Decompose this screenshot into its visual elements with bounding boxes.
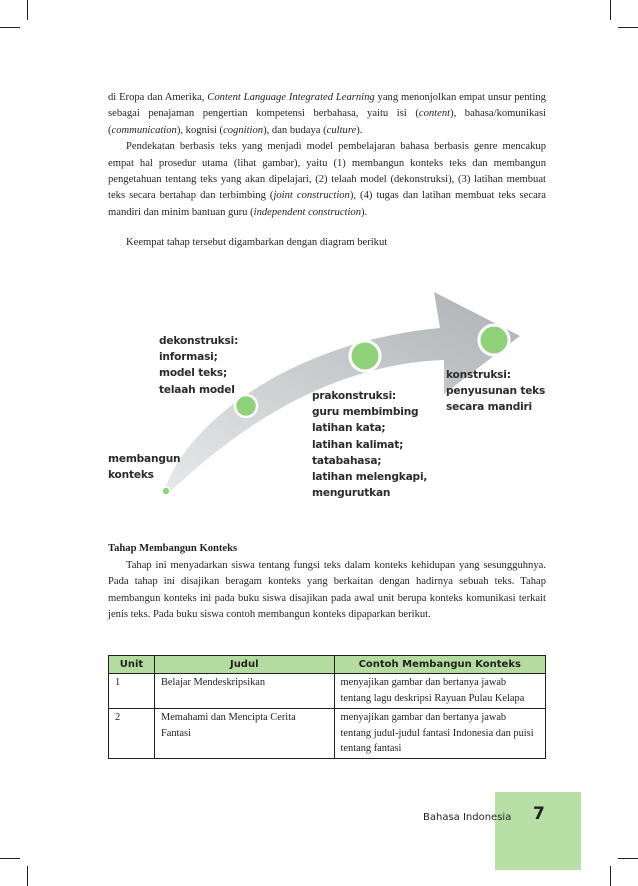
stage-node-3 — [350, 341, 380, 371]
stage-node-4 — [479, 325, 509, 355]
table-row — [109, 674, 546, 709]
table-header-unit: Unit — [109, 656, 155, 674]
table-header-judul: Judul — [154, 656, 334, 674]
section-title: Tahap Membangun Konteks — [108, 543, 238, 554]
stages-diagram — [100, 286, 560, 536]
crop-mark-tr-h — [618, 27, 638, 28]
paragraph-1: di Eropa dan Amerika, Content Language Integrated Learning yang menonjolkan empat unsur penting sebagai penajaman pengertian kompetensi berbahasa, yaitu isi (content), bahasa/komunikasi (communication), kognisi (cognition), dan budaya (culture). — [108, 92, 547, 136]
crop-mark-bl-h — [0, 858, 20, 859]
page-number: 7 — [533, 804, 545, 824]
footer-book-title: Bahasa Indonesia — [423, 812, 512, 823]
paragraph-3: Keempat tahap tersebut digambarkan dengan diagram berikut — [126, 237, 388, 249]
stage-label-membangun-konteks: membangun konteks — [108, 453, 181, 482]
table-cell-judul: Belajar Mendeskripsikan — [154, 674, 334, 709]
crop-mark-br-v — [610, 866, 611, 886]
table-cell-unit: 2 — [109, 709, 155, 759]
section-paragraph: Tahap ini menyadarkan siswa tentang fungsi teks dalam konteks kehidupan yang sesungguhnya. Pada tahap ini disajikan beragam konteks yang berkaitan dengan hadirnya sebuah teks. Tahap membangun konteks ini pada buku siswa disajikan pada awal unit berupa konteks komunikasi terkait jenis teks. Pada buku siswa contoh membangun konteks dipaparkan berikut. — [108, 560, 546, 621]
section-body — [108, 558, 546, 624]
stage-label-prakonstruksi: prakonstruksi: guru membimbing latihan kata; latihan kalimat; tatabahasa; latihan melengkapi, mengurutkan — [312, 390, 428, 500]
crop-mark-tl-h — [0, 27, 20, 28]
stage-label-dekonstruksi: dekonstruksi: informasi; model teks; telaah model — [159, 335, 239, 396]
paragraph-2: Pendekatan berbasis teks yang menjadi model pembelajaran bahasa berbasis genre mencakup empat hal prosedur utama (lihat gambar), yaitu (1) membangun konteks teks dan membangun pengetahuan tentang teks yang akan dipelajari, (2) telaah model (dekonstruksi), (3) latihan membuat teks secara bertahap dan terbimbing (joint construction), (4) tugas dan latihan membuat teks secara mandiri dan minim bantuan guru (independent construction). — [108, 141, 546, 218]
table-cell-unit: 1 — [109, 674, 155, 709]
crop-mark-tl-v — [27, 0, 28, 20]
table-cell-judul: Memahami dan Mencipta Cerita Fantasi — [154, 709, 334, 759]
crop-mark-tr-v — [610, 0, 611, 20]
table-cell-contoh: menyajikan gambar dan bertanya jawab tentang lagu deskripsi Rayuan Pulau Kelapa — [334, 674, 545, 709]
crop-mark-br-h — [618, 858, 638, 859]
intro-text — [108, 90, 546, 252]
table-header-row — [109, 656, 546, 674]
table-row — [109, 709, 546, 759]
stage-node-2 — [235, 395, 257, 417]
context-table — [108, 655, 546, 759]
crop-mark-bl-v — [27, 866, 28, 886]
stage-node-1 — [162, 487, 170, 495]
stage-label-konstruksi: konstruksi: penyusunan teks secara mandiri — [446, 369, 546, 414]
table-cell-contoh: menyajikan gambar dan bertanya jawab tentang judul-judul fantasi Indonesia dan puisi tentang fantasi — [334, 709, 545, 759]
table-header-contoh: Contoh Membangun Konteks — [334, 656, 545, 674]
